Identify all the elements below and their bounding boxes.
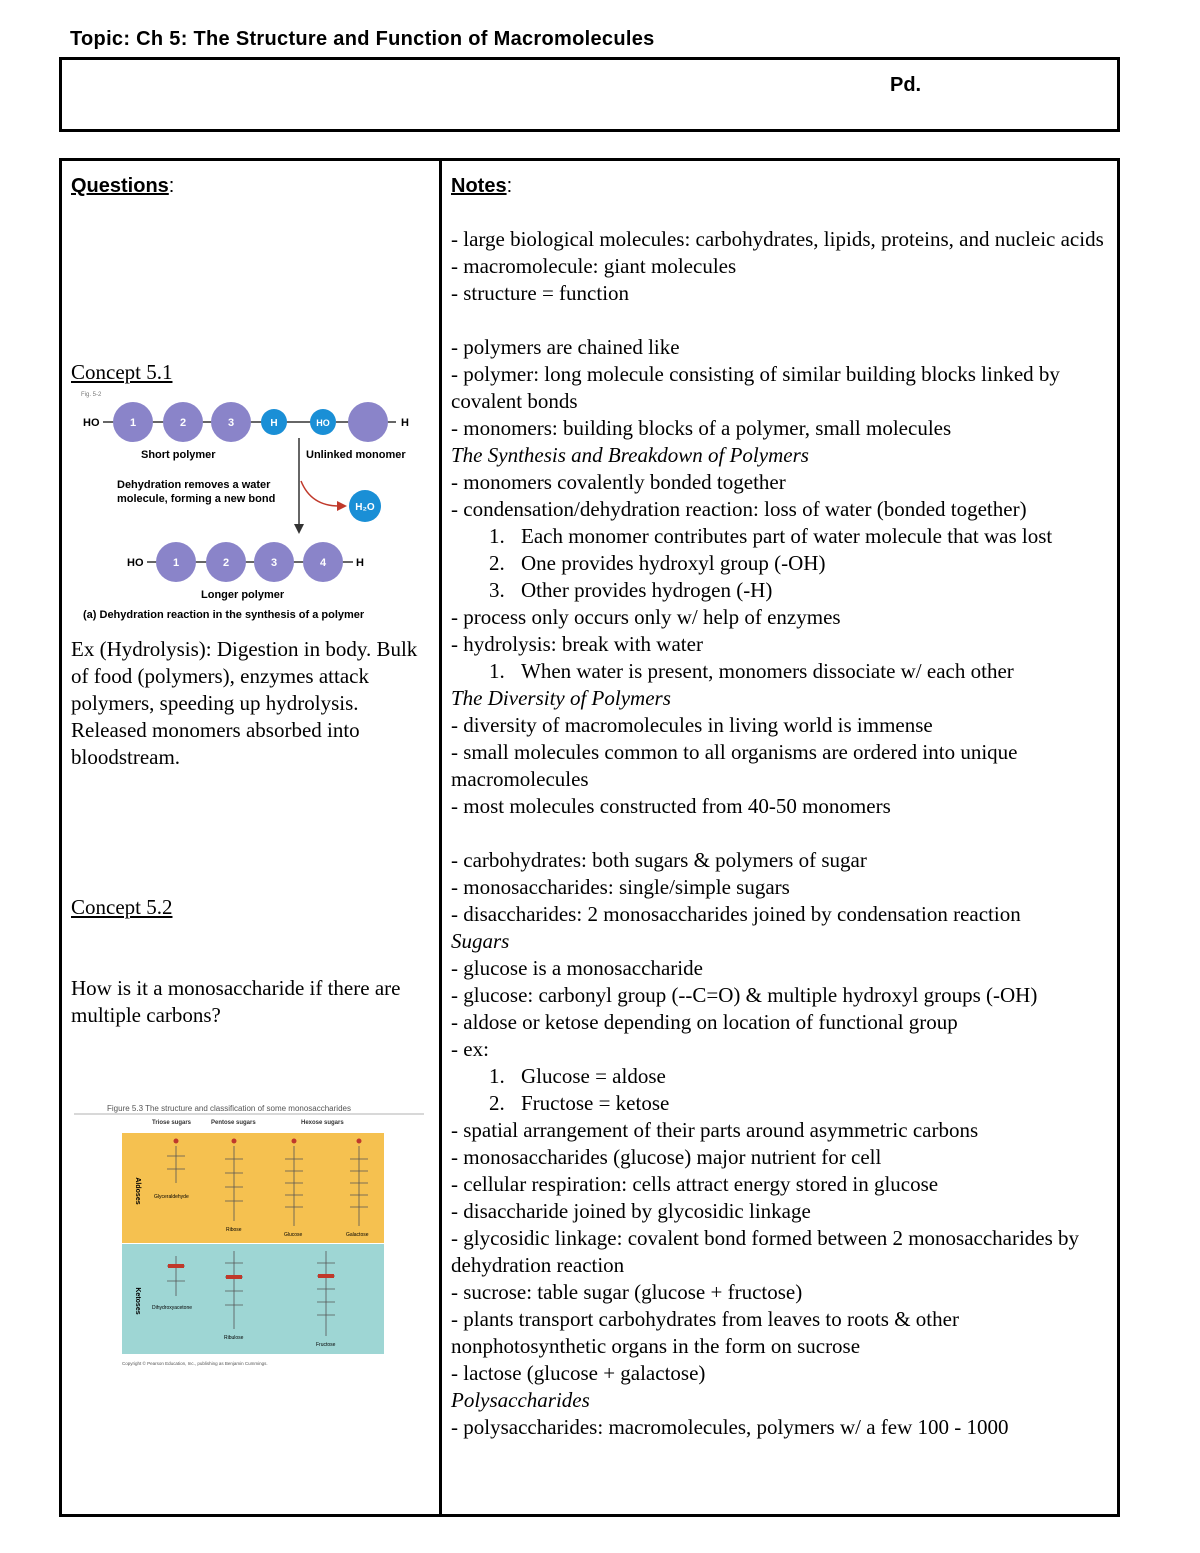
notes-line: - sucrose: table sugar (glucose + fructose) <box>451 1280 803 1304</box>
fig2-title: Figure 5.3 The structure and classification of some monosaccharides <box>107 1104 351 1113</box>
notes-subheading: The Synthesis and Breakdown of Polymers <box>451 443 809 467</box>
item-number: 1. <box>489 659 505 683</box>
notes-numbered-item <box>451 577 1111 604</box>
notes-line: - large biological molecules: carbohydrates, lipids, proteins, and nucleic acids <box>451 227 1104 251</box>
galactose-label: Galactose <box>346 1232 369 1238</box>
svg-text:HO: HO <box>316 418 330 428</box>
svg-text:4: 4 <box>319 557 327 569</box>
notes-line: - plants transport carbohydrates from leaves to roots & other nonphotosynthetic organs in the form on sucrose <box>451 1307 959 1358</box>
notes-line: - ex: <box>451 1037 489 1061</box>
notes-blank-line <box>451 820 1111 847</box>
notes-line: - macromolecule: giant molecules <box>451 254 737 278</box>
svg-text:HO: HO <box>127 557 144 569</box>
notes-numbered-item <box>451 523 1111 550</box>
notes-line: - glucose is a monosaccharide <box>451 956 703 980</box>
column-divider <box>439 161 442 1514</box>
svg-text:3: 3 <box>227 417 235 429</box>
notes-lines <box>451 226 1111 1441</box>
item-text: Other provides hydrogen (-H) <box>521 578 773 602</box>
aldoses-panel <box>122 1133 384 1243</box>
ribose-label: Ribose <box>226 1227 242 1233</box>
svg-text:1: 1 <box>129 417 137 429</box>
notes-line: - condensation/dehydration reaction: loss of water (bonded together) <box>451 497 1027 521</box>
notes-line: - process only occurs only w/ help of enzymes <box>451 605 841 629</box>
notes-numbered-item <box>451 550 1111 577</box>
notes-blank-line <box>451 307 1111 334</box>
item-number: 1. <box>489 1064 505 1088</box>
cornell-notes-table <box>59 158 1120 1517</box>
notes-line: - structure = function <box>451 281 630 305</box>
notes-line: - aldose or ketose depending on location of functional group <box>451 1010 958 1034</box>
notes-heading: Notes <box>451 175 507 197</box>
ribulose-label: Ribulose <box>224 1335 244 1341</box>
item-text: Glucose = aldose <box>521 1064 666 1088</box>
triose-label: Triose sugars <box>152 1120 192 1126</box>
notes-line: - most molecules constructed from 40-50 monomers <box>451 794 891 818</box>
questions-column: Questions: Concept 5.1 Fig. 5-2 HO 1 2 3 H HO H Short polymer Unlinked monomer Dehydration removes a water molecule, forming a new bond H₂O HO 1 2 3 4 H Longer polymer (a) Dehydration reaction in the synthesis of a polymer Ex (Hydrolysis): Digestion in body. Bulk of food (polymers), enzymes attack polymers, speeding up hydrolysis. Released monomers absorbed into bloodstream. Concept 5.2 How is it a monosaccharide if there are multiple carbons? Figure 5.3 The structure and classification of some monosaccharides Triose sugars Pentose sugars Hexose sugars Aldoses Ketoses Glyceraldehyde Ribose Glucose Galactose Dihydroxyacetone Ribulose Fructose Copyright © Pearson Education, Inc., publishing as Benjamin Cummings. <box>71 173 431 1371</box>
glyceraldehyde-label: Glyceraldehyde <box>154 1194 189 1200</box>
name-box[interactable] <box>59 57 1120 132</box>
ho-label-1: HO <box>83 417 100 429</box>
notes-line: - monomers covalently bonded together <box>451 470 786 494</box>
dihydroxyacetone-label: Dihydroxyacetone <box>152 1305 193 1311</box>
dehydration-figure <box>71 386 421 636</box>
monomer-unlinked <box>348 402 388 442</box>
notes-subheading: The Diversity of Polymers <box>451 686 671 710</box>
figure-caption: (a) Dehydration reaction in the synthesis of a polymer <box>83 609 365 621</box>
notes-line: - disaccharide joined by glycosidic linkage <box>451 1199 811 1223</box>
dehydration-text-2: molecule, forming a new bond <box>117 493 276 505</box>
question-monosaccharide: How is it a monosaccharide if there are multiple carbons? <box>71 976 401 1027</box>
item-number: 2. <box>489 551 505 575</box>
topic-title: Topic: Ch 5: The Structure and Function of Macromolecules <box>70 28 655 50</box>
glucose-label: Glucose <box>284 1232 303 1238</box>
item-number: 1. <box>489 524 505 548</box>
notes-line: - hydrolysis: break with water <box>451 632 703 656</box>
concept-5-2: Concept 5.2 <box>71 895 173 919</box>
short-polymer-label: Short polymer <box>141 449 216 461</box>
notes-line: - disaccharides: 2 monosaccharides joined by condensation reaction <box>451 902 1021 926</box>
notes-line: - carbohydrates: both sugars & polymers of sugar <box>451 848 867 872</box>
hydrolysis-example: Ex (Hydrolysis): Digestion in body. Bulk of food (polymers), enzymes attack polymers, speeding up hydrolysis. Released monomers absorbed into bloodstream. <box>71 637 418 769</box>
notes-line: - polymer: long molecule consisting of similar building blocks linked by covalent bonds <box>451 362 1060 413</box>
notes-line: - glucose: carbonyl group (--C=O) & multiple hydroxyl groups (-OH) <box>451 983 1038 1007</box>
notes-line: - lactose (glucose + galactose) <box>451 1361 706 1385</box>
hexose-label: Hexose sugars <box>301 1120 344 1126</box>
svg-text:1: 1 <box>172 557 180 569</box>
monosaccharide-figure <box>74 1101 429 1371</box>
water-label: H₂O <box>355 502 375 513</box>
notes-line: - glycosidic linkage: covalent bond formed between 2 monosaccharides by dehydration reaction <box>451 1226 1080 1277</box>
dehydration-text-1: Dehydration removes a water <box>117 479 271 491</box>
pentose-label: Pentose sugars <box>211 1120 256 1126</box>
notes-numbered-item <box>451 1063 1111 1090</box>
notes-line: - small molecules common to all organisms are ordered into unique macromolecules <box>451 740 1018 791</box>
notes-line: - cellular respiration: cells attract energy stored in glucose <box>451 1172 939 1196</box>
notes-numbered-item <box>451 658 1111 685</box>
notes-subheading: Sugars <box>451 929 510 953</box>
notes-numbered-item <box>451 1090 1111 1117</box>
period-label: Pd. <box>890 74 922 96</box>
ketoses-panel <box>122 1244 384 1354</box>
notes-line: - monosaccharides: single/simple sugars <box>451 875 790 899</box>
fructose-label: Fructose <box>316 1342 336 1348</box>
notes-subheading: Polysaccharides <box>451 1388 590 1412</box>
questions-heading: Questions <box>71 175 169 197</box>
item-text: When water is present, monomers dissociate w/ each other <box>521 659 1014 683</box>
svg-text:H: H <box>270 418 278 429</box>
svg-text:3: 3 <box>270 557 278 569</box>
notes-column: Notes: - large biological molecules: carbohydrates, lipids, proteins, and nucleic acids - macromolecule: giant molecules - structure = function - polymers are chained like - polymer: long molecule consisting of similar building blocks linked by covalent bonds - monomers: building blocks of a polymer, small molecules The Synthesis and Breakdown of Polymers - monomers covalently bonded together - condensation/dehydration reaction: loss of water (bonded together) 1. Each monomer contributes part of water molecule that was lost 2. One provides hydroxyl group (-OH) 3. Other provides hydrogen (-H) - process only occurs only w/ help of enzymes - hydrolysis: break with water 1. When water is present, monomers dissociate w/ each other The Diversity of Polymers - diversity of macromolecules in living world is immense - small molecules common to all organisms are ordered into unique macromolecules - most molecules constructed from 40-50 monomers - carbohydrates: both sugars & polymers of sugar - monosaccharides: single/simple sugars - disaccharides: 2 monosaccharides joined by condensation reaction Sugars - glucose is a monosaccharide - glucose: carbonyl group (--C=O) & multiple hydroxyl groups (-OH) - aldose or ketose depending on location of functional group - ex: 1. Glucose = aldose 2. Fructose = ketose - spatial arrangement of their parts around asymmetric carbons - monosaccharides (glucose) major nutrient for cell - cellular respiration: cells attract energy stored in glucose - disaccharide joined by glycosidic linkage - glycosidic linkage: covalent bond formed between 2 monosaccharides by dehydration reaction - sucrose: table sugar (glucose + fructose) - plants transport carbohydrates from leaves to roots & other nonphotosynthetic organs in the form on sucrose - lactose (glucose + galactose) Polysaccharides - polysaccharides: macromolecules, polymers w/ a few 100 - 1000 <box>451 173 1111 1441</box>
longer-polymer-label: Longer polymer <box>201 589 285 601</box>
fig-label: Fig. 5-2 <box>81 392 102 398</box>
svg-text:H: H <box>356 557 364 569</box>
notes-line: - spatial arrangement of their parts around asymmetric carbons <box>451 1118 979 1142</box>
aldoses-label: Aldoses <box>134 1177 141 1205</box>
item-number: 3. <box>489 578 505 602</box>
svg-text:2: 2 <box>179 417 187 429</box>
notes-line: - diversity of macromolecules in living world is immense <box>451 713 933 737</box>
item-number: 2. <box>489 1091 505 1115</box>
item-text: Fructose = ketose <box>521 1091 670 1115</box>
notes-line: - polysaccharides: macromolecules, polymers w/ a few 100 - 1000 <box>451 1415 1009 1439</box>
item-text: One provides hydroxyl group (-OH) <box>521 551 826 575</box>
ketoses-label: Ketoses <box>134 1287 141 1315</box>
svg-text:2: 2 <box>222 557 230 569</box>
notes-line: - monomers: building blocks of a polymer, small molecules <box>451 416 952 440</box>
item-text: Each monomer contributes part of water molecule that was lost <box>521 524 1053 548</box>
svg-text:H: H <box>401 417 409 429</box>
unlinked-monomer-label: Unlinked monomer <box>306 449 406 461</box>
concept-5-1: Concept 5.1 <box>71 360 173 384</box>
notes-line: - monosaccharides (glucose) major nutrient for cell <box>451 1145 882 1169</box>
fig2-copyright: Copyright © Pearson Education, Inc., publishing as Benjamin Cummings. <box>122 1361 268 1366</box>
notes-line: - polymers are chained like <box>451 335 680 359</box>
